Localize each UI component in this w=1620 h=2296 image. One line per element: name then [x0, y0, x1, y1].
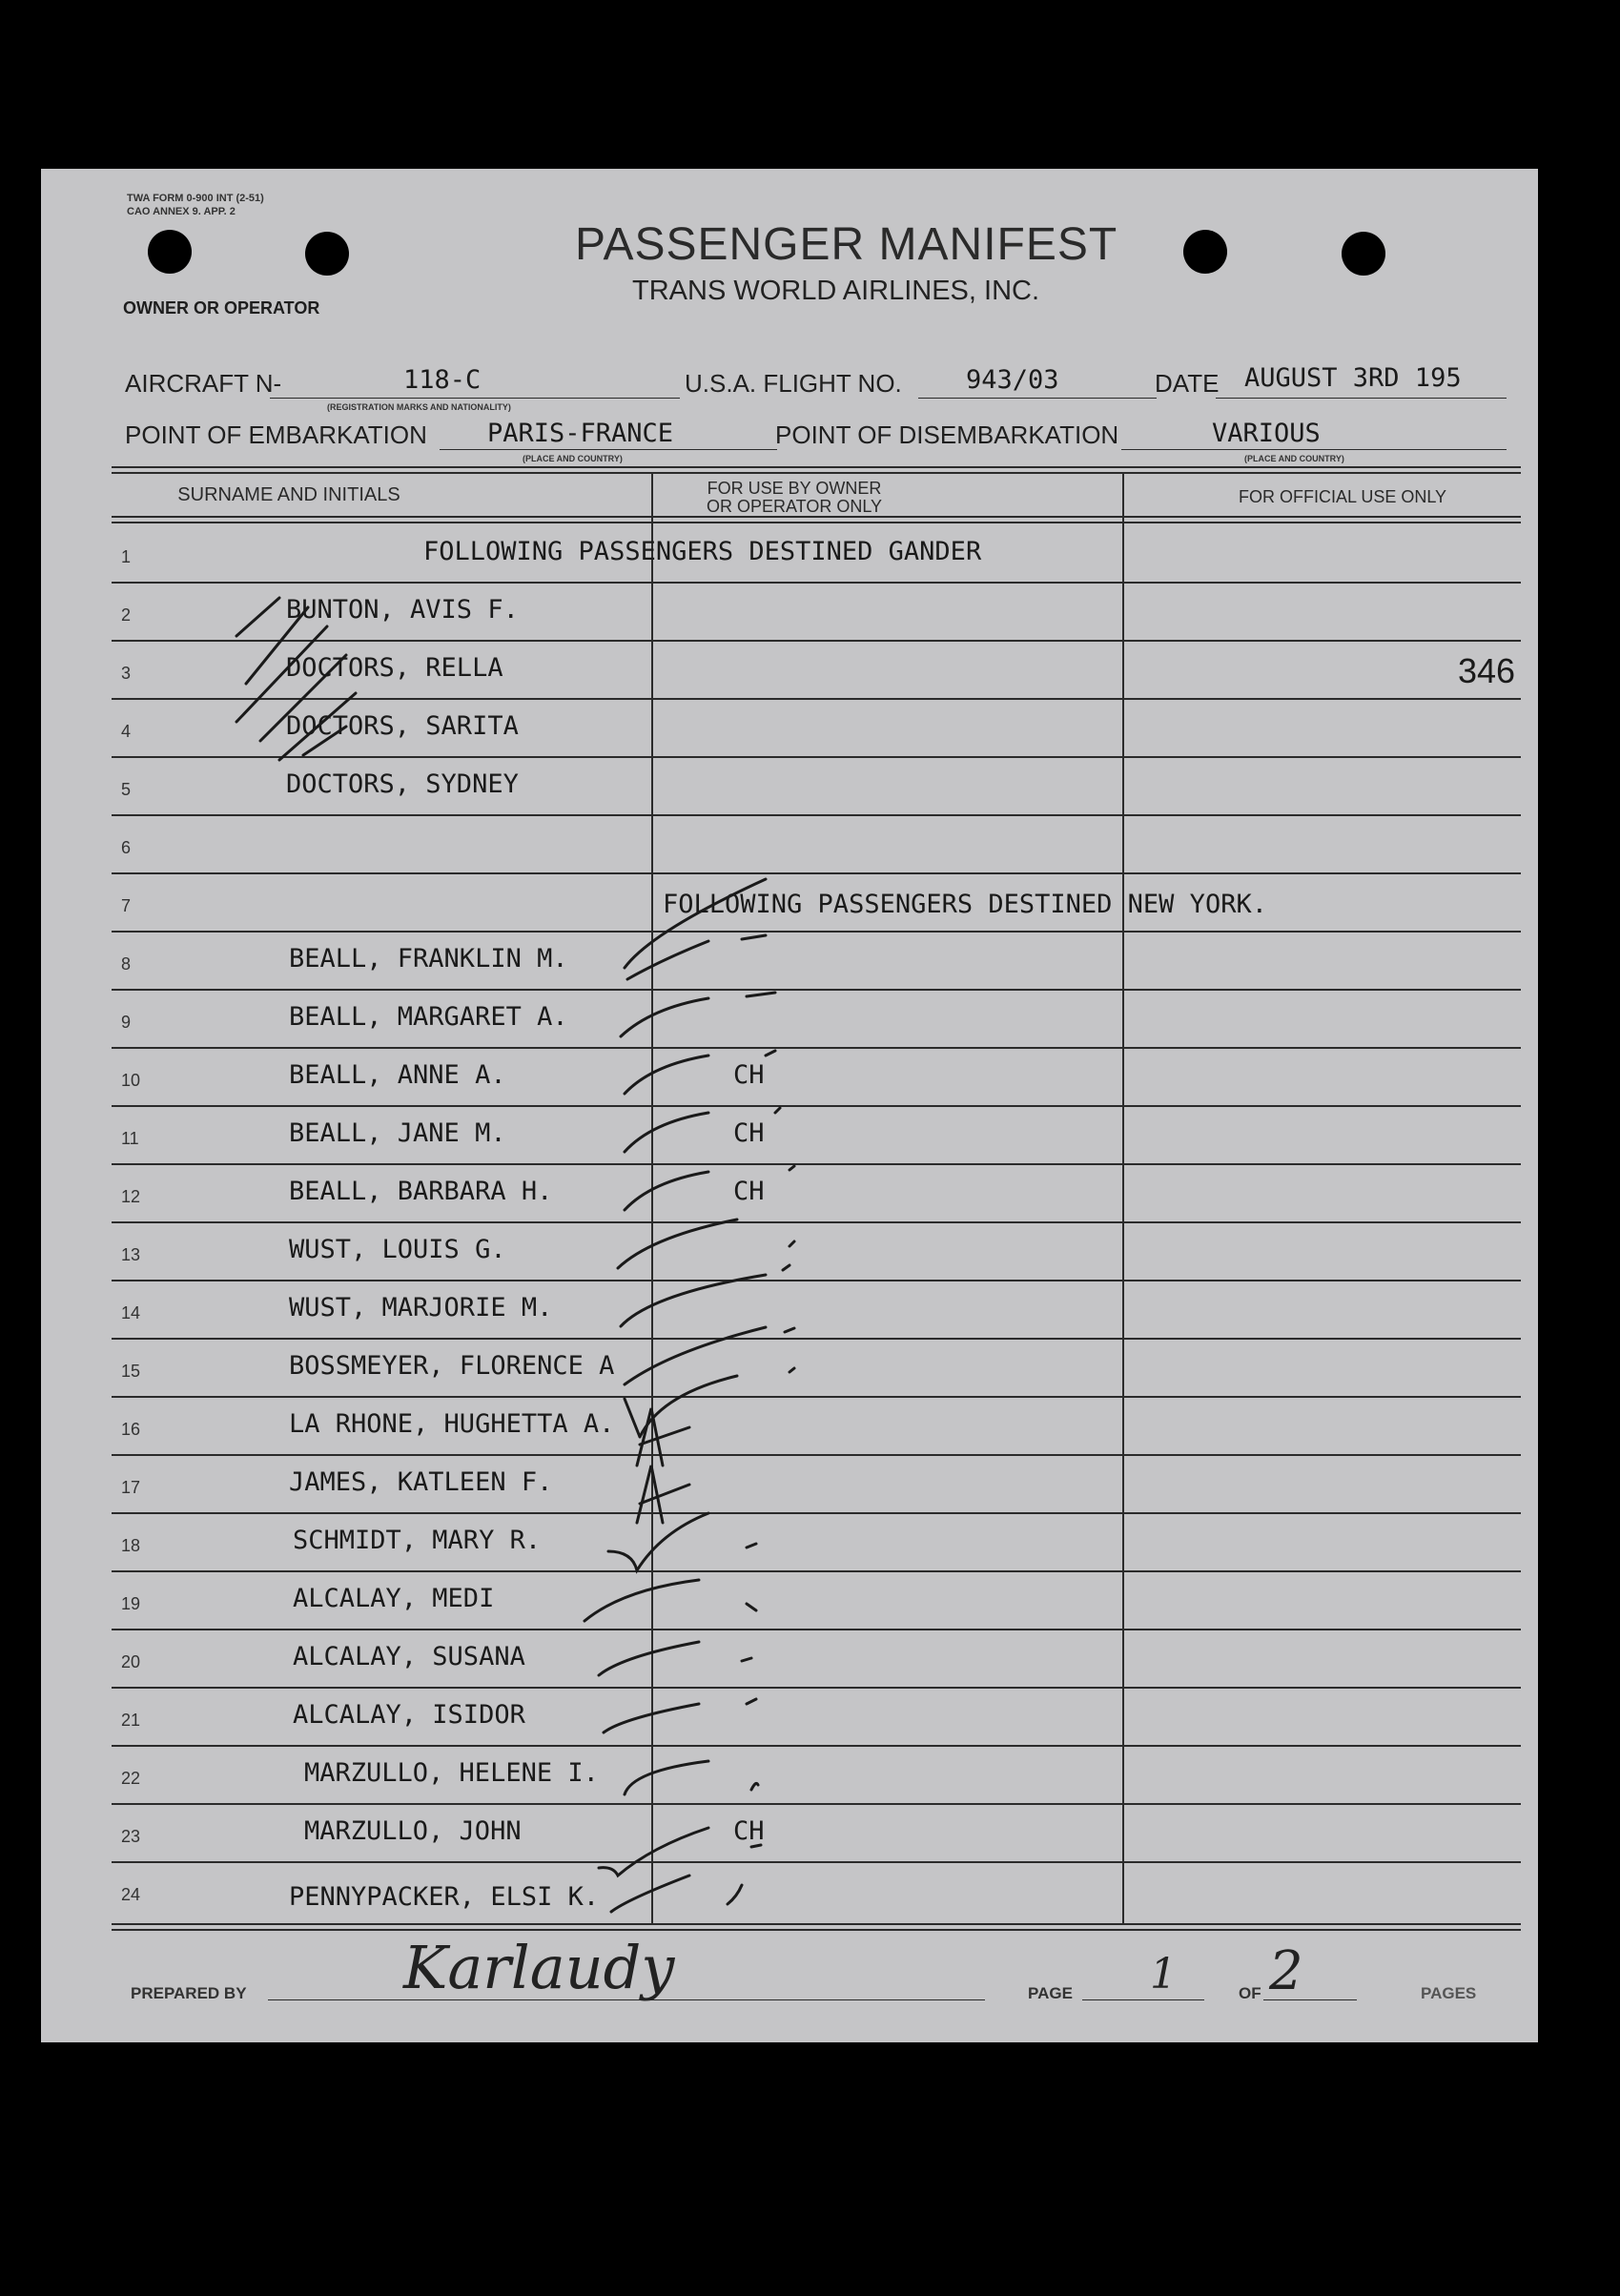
col-owner-use-1: FOR USE BY OWNER: [707, 479, 882, 498]
row-number: 19: [121, 1594, 141, 1613]
table-bottom-rule: [112, 1923, 1521, 1925]
row-number: 15: [121, 1362, 141, 1381]
form-code-line1: TWA FORM 0-900 INT (2-51): [127, 193, 264, 204]
operator-note: CH: [733, 1060, 765, 1090]
passenger-name: DOCTORS, SYDNEY: [286, 769, 519, 799]
passenger-name: BEALL, BARBARA H.: [289, 1177, 553, 1206]
row-number: 16: [121, 1420, 141, 1439]
passenger-name: JAMES, KATLEEN F.: [289, 1467, 553, 1497]
prepared-by-label: PREPARED BY: [131, 1984, 247, 2002]
row-number: 8: [121, 954, 132, 974]
row-number: 7: [121, 896, 132, 915]
col-surname: SURNAME AND INITIALS: [177, 484, 400, 505]
table-bottom-rule: [112, 1929, 1521, 1931]
row-number: 18: [121, 1536, 141, 1555]
row-number: 4: [121, 722, 132, 741]
flight-label: U.S.A. FLIGHT NO.: [685, 369, 902, 398]
col-official-use: FOR OFFICIAL USE ONLY: [1238, 487, 1447, 506]
passenger-name: ALCALAY, MEDI: [293, 1584, 495, 1613]
passenger-name: FOLLOWING PASSENGERS DESTINED GANDER: [423, 537, 982, 566]
passenger-name: WUST, MARJORIE M.: [289, 1293, 553, 1322]
embarkation-value: PARIS-FRANCE: [487, 419, 674, 448]
date-value: AUGUST 3RD 195: [1244, 363, 1462, 393]
passenger-name: DOCTORS, RELLA: [286, 653, 503, 683]
aircraft-label: AIRCRAFT N-: [125, 369, 282, 398]
passenger-name: DOCTORS, SARITA: [286, 711, 519, 741]
of-value: 2: [1269, 1940, 1303, 2002]
registration-caption: (REGISTRATION MARKS AND NATIONALITY): [327, 402, 511, 412]
passenger-name: LA RHONE, HUGHETTA A.: [289, 1409, 615, 1439]
handwritten-check-marks: [41, 169, 1538, 2042]
disembarkation-value: VARIOUS: [1212, 419, 1321, 448]
passenger-name: MARZULLO, HELENE I.: [304, 1758, 599, 1788]
operator-note: CH: [733, 1816, 765, 1846]
row-number: 5: [121, 780, 132, 799]
row-number: 14: [121, 1303, 141, 1322]
flight-value: 943/03: [966, 365, 1059, 395]
row-number: 1: [121, 547, 132, 566]
passenger-name: FOLLOWING PASSENGERS DESTINED NEW YORK.: [663, 890, 1267, 919]
passenger-name: PENNYPACKER, ELSI K.: [289, 1882, 600, 1912]
passenger-name: ALCALAY, ISIDOR: [293, 1700, 525, 1730]
signature: Karlaudy: [403, 1933, 675, 2002]
scratch-mark: [236, 598, 356, 760]
passenger-name: BUNTON, AVIS F.: [286, 595, 519, 625]
row-number: 10: [121, 1071, 141, 1090]
passenger-name: BEALL, ANNE A.: [289, 1060, 506, 1090]
page-value: 1: [1150, 1950, 1177, 1999]
disembarkation-label: POINT OF DISEMBARKATION: [775, 420, 1119, 449]
passenger-name: BEALL, MARGARET A.: [289, 1002, 568, 1032]
embarkation-caption: (PLACE AND COUNTRY): [523, 454, 623, 463]
airline-name: TRANS WORLD AIRLINES, INC.: [632, 276, 1040, 306]
passenger-name: BOSSMEYER, FLORENCE A: [289, 1351, 615, 1381]
passenger-name: WUST, LOUIS G.: [289, 1235, 506, 1264]
pages-label: PAGES: [1421, 1984, 1477, 2002]
form-code-line2: CAO ANNEX 9. APP. 2: [127, 206, 236, 217]
row-number: 6: [121, 838, 132, 857]
row-number: 9: [121, 1013, 132, 1032]
official-note: 346: [1458, 651, 1516, 690]
operator-note: CH: [733, 1177, 765, 1206]
passenger-name: BEALL, JANE M.: [289, 1118, 506, 1148]
date-label: DATE: [1155, 369, 1220, 398]
row-number: 11: [121, 1129, 139, 1148]
aircraft-value: 118-C: [403, 365, 482, 395]
row-number: 3: [121, 664, 132, 683]
manifest-sheet: [41, 169, 1538, 2042]
row-number: 17: [121, 1478, 141, 1497]
form-title: PASSENGER MANIFEST: [575, 219, 1118, 270]
row-number: 24: [121, 1885, 141, 1904]
disembarkation-caption: (PLACE AND COUNTRY): [1244, 454, 1344, 463]
row-number: 20: [121, 1652, 141, 1671]
embarkation-label: POINT OF EMBARKATION: [125, 420, 427, 449]
passenger-name: BEALL, FRANKLIN M.: [289, 944, 568, 974]
row-number: 13: [121, 1245, 141, 1264]
row-number: 2: [121, 605, 132, 625]
row-number: 22: [121, 1769, 141, 1788]
operator-note: CH: [733, 1118, 765, 1148]
row-number: 21: [121, 1711, 141, 1730]
row-number: 23: [121, 1827, 141, 1846]
of-label: OF: [1239, 1984, 1261, 2002]
passenger-name: SCHMIDT, MARY R.: [293, 1526, 542, 1555]
page-label: PAGE: [1028, 1984, 1073, 2002]
owner-label: OWNER OR OPERATOR: [123, 298, 320, 318]
passenger-name: MARZULLO, JOHN: [304, 1816, 522, 1846]
row-number: 12: [121, 1187, 141, 1206]
page-underline: [1082, 1999, 1204, 2000]
col-owner-use-2: OR OPERATOR ONLY: [706, 497, 883, 516]
passenger-name: ALCALAY, SUSANA: [293, 1642, 525, 1671]
